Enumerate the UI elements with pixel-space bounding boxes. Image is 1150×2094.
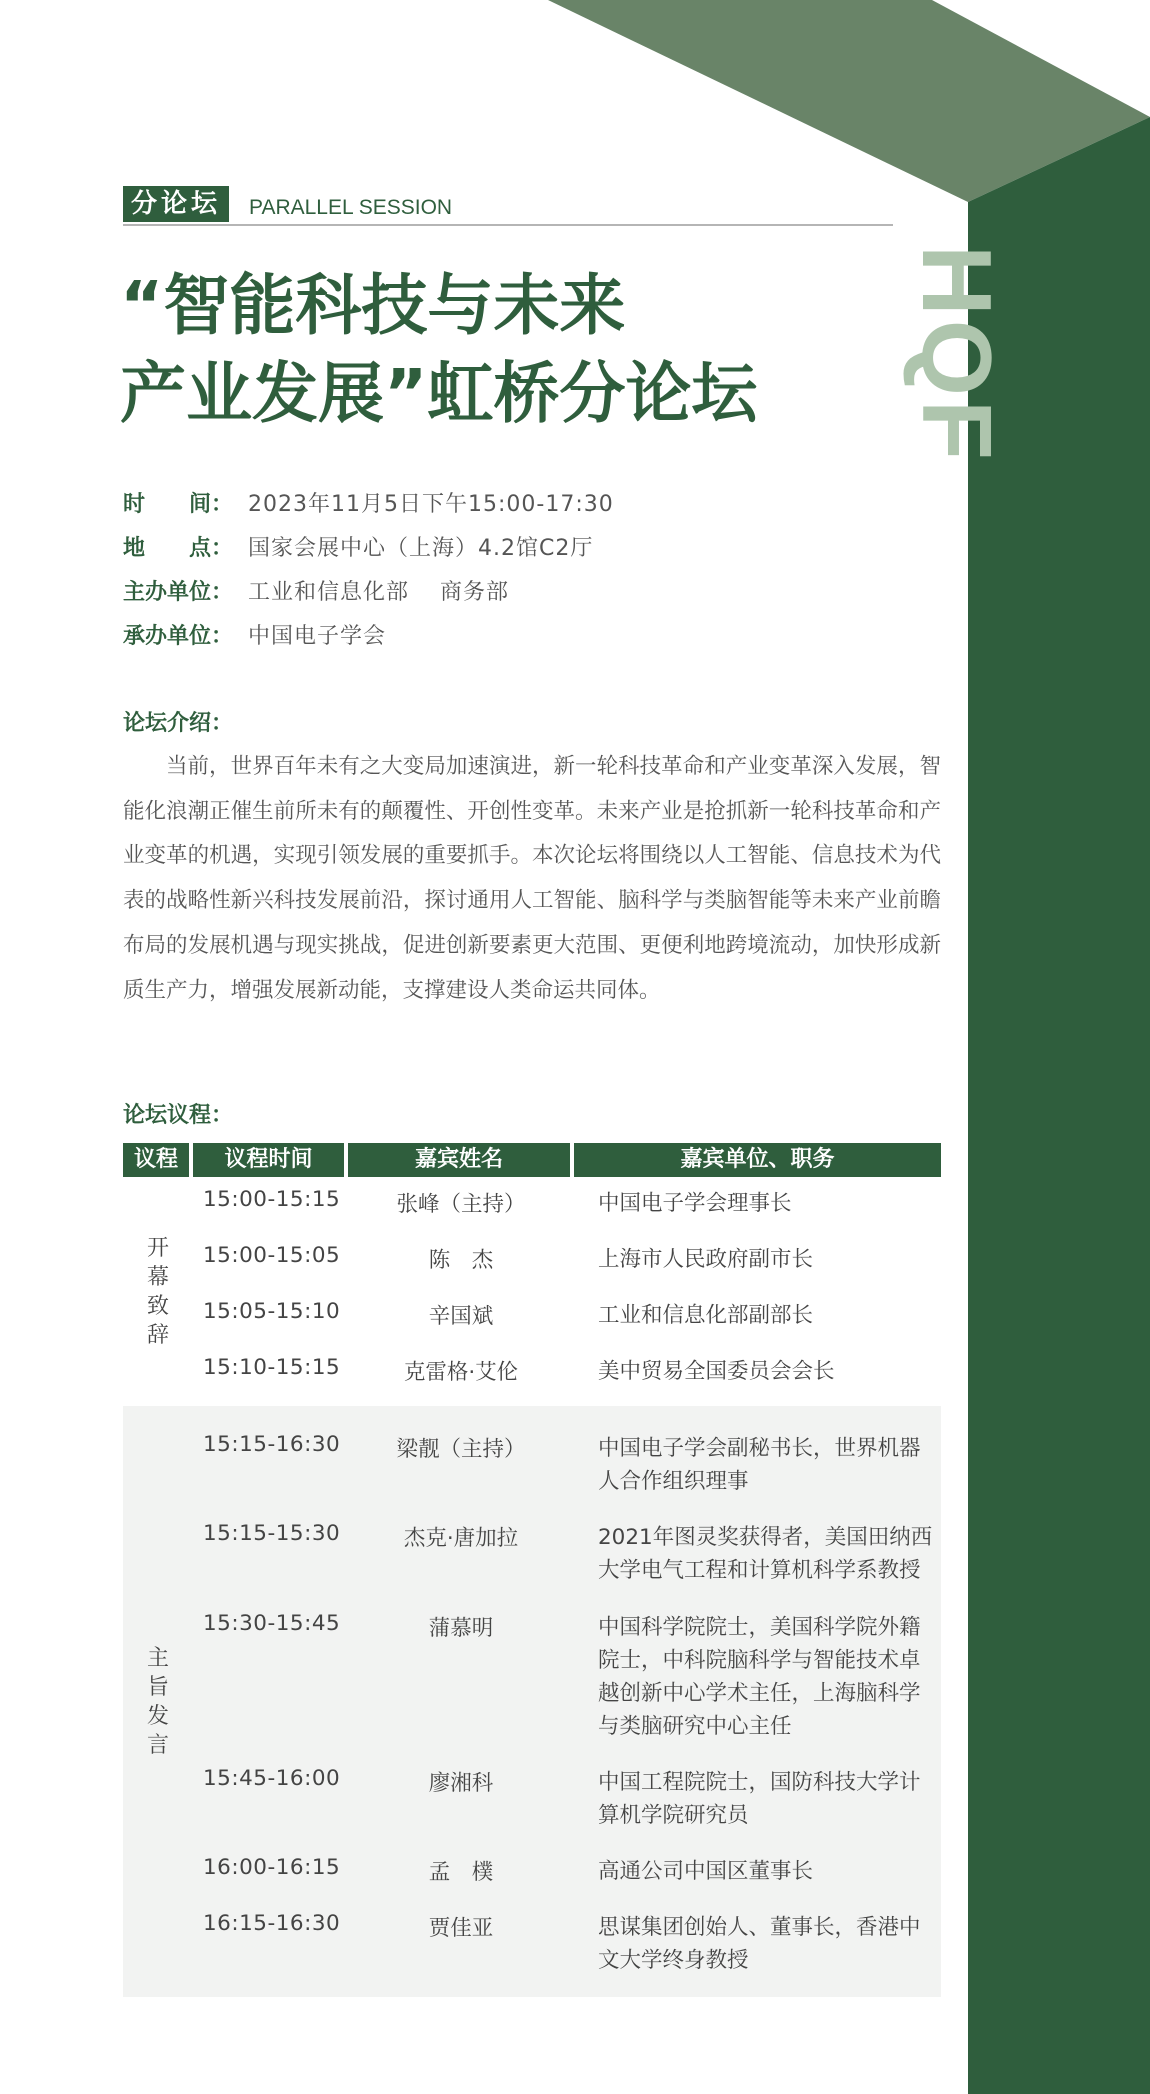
guest-title: 思谋集团创始人、董事长，香港中文大学终身教授 (598, 1915, 921, 1973)
table-row (193, 1611, 941, 1766)
side-logo-text: HQF (902, 245, 1012, 464)
info-label: 地 点： (123, 536, 234, 561)
agenda-group-keynote (123, 1406, 941, 1997)
page-title (120, 262, 860, 438)
guest-title: 高通公司中国区董事长 (598, 1859, 814, 1884)
guest-name: 孟 樸 (428, 1860, 494, 1885)
column-header: 议程时间 (193, 1143, 344, 1177)
guest-title: 中国工程院院士，国防科技大学计算机学院研究员 (598, 1770, 921, 1828)
agenda-time: 16:00-16:15 (203, 1855, 341, 1880)
guest-title: 工业和信息化部副部长 (598, 1303, 814, 1328)
title-line-2: 产业发展”虹桥分论坛 (120, 355, 758, 432)
column-header: 议程 (123, 1143, 189, 1177)
session-header (123, 184, 893, 226)
guest-title: 美中贸易全国委员会会长 (598, 1359, 835, 1384)
agenda-group-opening (123, 1177, 941, 1406)
column-header: 嘉宾姓名 (348, 1143, 570, 1177)
info-label: 时 间： (123, 492, 234, 517)
column-header: 嘉宾单位、职务 (574, 1143, 941, 1177)
guest-name: 张峰（主持） (396, 1192, 526, 1217)
guest-name: 贾佳亚 (428, 1916, 494, 1941)
info-label: 承办单位： (123, 624, 234, 649)
agenda-time: 15:30-15:45 (203, 1611, 341, 1636)
agenda-table (123, 1143, 941, 1997)
info-value: 国家会展中心（上海）4.2馆C2厅 (248, 536, 594, 561)
table-row (193, 1911, 941, 1981)
table-row (193, 1521, 941, 1611)
agenda-time: 15:05-15:10 (203, 1299, 341, 1324)
guest-name: 陈 杰 (428, 1248, 494, 1273)
guest-title: 中国科学院院士，美国科学院外籍院士，中科院脑科学与智能技术卓越创新中心学术主任，上海脑科学与类脑研究中心主任 (598, 1615, 921, 1739)
intro-heading: 论坛介绍： (123, 711, 234, 736)
guest-title: 上海市人民政府副市长 (598, 1247, 814, 1272)
guest-name: 辛国斌 (428, 1304, 494, 1329)
info-row-host (123, 576, 614, 620)
info-row-time (123, 488, 614, 532)
guest-name: 廖湘科 (428, 1771, 494, 1796)
title-line-1: “智能科技与未来 (120, 267, 626, 344)
guest-name: 蒲慕明 (428, 1616, 494, 1641)
info-row-venue (123, 532, 614, 576)
guest-name: 克雷格·艾伦 (403, 1360, 519, 1385)
session-tag-en: PARALLEL SESSION (249, 196, 453, 219)
table-row (193, 1355, 941, 1411)
info-block (123, 488, 614, 664)
agenda-group-name: 主旨发言 (146, 1645, 169, 1758)
info-value: 2023年11月5日下午15:00-17:30 (248, 492, 614, 517)
session-tag: 分论坛 (123, 186, 229, 222)
agenda-time: 15:00-15:15 (203, 1187, 341, 1212)
agenda-time: 15:00-15:05 (203, 1243, 341, 1268)
agenda-time: 15:10-15:15 (203, 1355, 341, 1380)
table-row (193, 1432, 941, 1521)
agenda-group-name: 开幕致辞 (146, 1235, 169, 1348)
guest-name: 梁靓（主持） (396, 1437, 526, 1462)
agenda-heading: 论坛议程： (123, 1103, 234, 1128)
agenda-header-row (123, 1143, 941, 1177)
info-value: 工业和信息化部 商务部 (248, 580, 509, 605)
agenda-time: 15:45-16:00 (203, 1766, 341, 1791)
agenda-time: 15:15-15:30 (203, 1521, 341, 1546)
info-label: 主办单位： (123, 580, 234, 605)
agenda-time: 15:15-16:30 (203, 1432, 341, 1457)
table-row (193, 1243, 941, 1299)
info-row-organizer (123, 620, 614, 664)
info-value: 中国电子学会 (248, 624, 387, 649)
guest-title: 2021年图灵奖获得者，美国田纳西大学电气工程和计算机科学系教授 (598, 1525, 933, 1583)
table-row (193, 1299, 941, 1355)
table-row (193, 1766, 941, 1855)
agenda-time: 16:15-16:30 (203, 1911, 341, 1936)
guest-title: 中国电子学会理事长 (598, 1191, 792, 1216)
table-row (193, 1187, 941, 1243)
guest-name: 杰克·唐加拉 (403, 1526, 519, 1551)
intro-text: 当前，世界百年未有之大变局加速演进，新一轮科技革命和产业变革深入发展，智能化浪潮正催生前所未有的颠覆性、开创性变革。未来产业是抢抓新一轮科技革命和产业变革的机遇，实现引领发展的重要抓手。本次论坛将围绕以人工智能、信息技术为代表的战略性新兴科技发展前沿，探讨通用人工智能、脑科学与类脑智能等未来产业前瞻布局的发展机遇与现实挑战，促进创新要素更大范围、更便利地跨境流动，加快形成新质生产力，增强发展新动能，支撑建设人类命运共同体。 (123, 754, 941, 1003)
table-row (193, 1855, 941, 1911)
guest-title: 中国电子学会副秘书长，世界机器人合作组织理事 (598, 1436, 921, 1494)
